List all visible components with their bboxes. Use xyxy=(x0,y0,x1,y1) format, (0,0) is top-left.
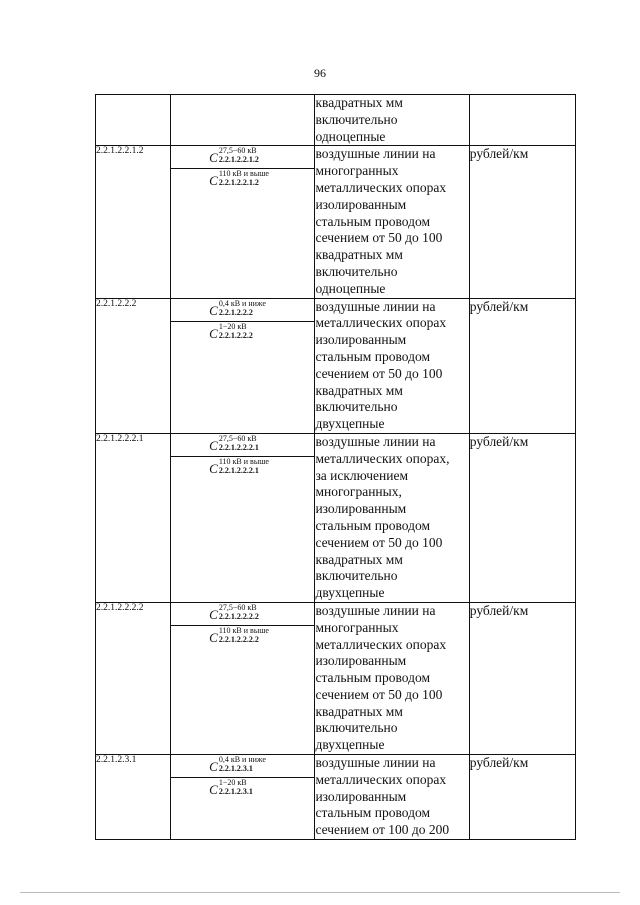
symbol-superscript: 0,4 кВ и ниже xyxy=(218,298,266,308)
symbol-superscript: 27,5−60 кВ xyxy=(218,602,257,612)
symbol-subscript: 2.2.1.2.2.2.1 xyxy=(218,465,259,475)
page-bottom-edge xyxy=(20,892,620,893)
unit-label: рублей/км xyxy=(469,298,575,433)
unit-label: рублей/км xyxy=(469,755,575,840)
line-description: воздушные линии на металлических опорах, за исключением многогранных, изолированным стальным проводом сечением от 50 до 100 квадратных мм включительно двухцепные xyxy=(315,433,469,602)
rate-symbol: C 110 кВ и выше 2.2.1.2.2.1.2 xyxy=(171,168,314,191)
rate-symbol: C 0,4 кВ и ниже 2.2.1.2.2.2 xyxy=(209,298,266,318)
symbol-subscript: 2.2.1.2.2.2 xyxy=(218,330,253,340)
symbol-superscript: 0,4 кВ и ниже xyxy=(218,755,266,765)
symbol-cell xyxy=(171,755,315,840)
symbol-subscript: 2.2.1.2.3.1 xyxy=(218,764,253,774)
line-description: воздушные линии на металлических опорах изолированным стальным проводом сечением от 100 до 200 xyxy=(315,755,469,840)
symbol-superscript: 1−20 кВ xyxy=(218,321,247,331)
table-row xyxy=(96,433,576,602)
tariff-table xyxy=(95,94,576,840)
symbol-superscript: 27,5−60 кВ xyxy=(218,433,257,443)
rate-symbol: C 110 кВ и выше 2.2.1.2.2.2.2 xyxy=(171,625,314,648)
symbol-superscript: 110 кВ и выше xyxy=(218,456,269,466)
symbol-cell xyxy=(171,146,315,298)
symbol-cell xyxy=(171,95,315,146)
line-description: воздушные линии на многогранных металлических опорах изолированным стальным проводом сечением от 50 до 100 квадратных мм включительно одноцепные xyxy=(315,146,469,298)
symbol-cell xyxy=(171,433,315,602)
symbol-superscript: 27,5−60 кВ xyxy=(218,146,257,156)
symbol-subscript: 2.2.1.2.2.1.2 xyxy=(218,178,259,188)
symbol-subscript: 2.2.1.2.2.2.2 xyxy=(218,634,259,644)
table-row xyxy=(96,755,576,840)
line-description: квадратных мм включительно одноцепные xyxy=(315,95,469,146)
rate-symbol: C 27,5−60 кВ 2.2.1.2.2.2.1 xyxy=(209,433,259,453)
unit-label: рублей/км xyxy=(469,146,575,298)
table-row xyxy=(96,602,576,754)
symbol-cell xyxy=(171,602,315,754)
symbol-subscript: 2.2.1.2.2.2.2 xyxy=(218,611,259,621)
table-row xyxy=(96,95,576,146)
item-code xyxy=(96,95,171,146)
table-row xyxy=(96,146,576,298)
rate-symbol: C 110 кВ и выше 2.2.1.2.2.2.1 xyxy=(171,456,314,479)
symbol-superscript: 110 кВ и выше xyxy=(218,169,269,179)
rate-symbol: C 27,5−60 кВ 2.2.1.2.2.1.2 xyxy=(209,146,259,166)
unit-label: рублей/км xyxy=(469,602,575,754)
item-code: 2.2.1.2.2.1.2 xyxy=(96,146,171,298)
symbol-subscript: 2.2.1.2.2.2.1 xyxy=(218,442,259,452)
rate-symbol: C 27,5−60 кВ 2.2.1.2.2.2.2 xyxy=(209,602,259,622)
item-code: 2.2.1.2.2.2 xyxy=(96,298,171,433)
unit-label: рублей/км xyxy=(469,433,575,602)
symbol-superscript: 1−20 кВ xyxy=(218,778,247,788)
table-row xyxy=(96,298,576,433)
symbol-subscript: 2.2.1.2.3.1 xyxy=(218,787,253,797)
rate-symbol: C 1−20 кВ 2.2.1.2.2.2 xyxy=(171,321,314,344)
rate-symbol: C 1−20 кВ 2.2.1.2.3.1 xyxy=(171,777,314,800)
line-description: воздушные линии на многогранных металлических опорах изолированным стальным проводом сечением от 50 до 100 квадратных мм включительно двухцепные xyxy=(315,602,469,754)
line-description: воздушные линии на металлических опорах изолированным стальным проводом сечением от 50 до 100 квадратных мм включительно двухцепные xyxy=(315,298,469,433)
symbol-cell xyxy=(171,298,315,433)
item-code: 2.2.1.2.2.2.1 xyxy=(96,433,171,602)
symbol-subscript: 2.2.1.2.2.2 xyxy=(218,307,253,317)
symbol-superscript: 110 кВ и выше xyxy=(218,625,269,635)
symbol-subscript: 2.2.1.2.2.1.2 xyxy=(218,155,259,165)
item-code: 2.2.1.2.3.1 xyxy=(96,755,171,840)
item-code: 2.2.1.2.2.2.2 xyxy=(96,602,171,754)
page-number: 96 xyxy=(314,66,326,80)
rate-symbol: C 0,4 кВ и ниже 2.2.1.2.3.1 xyxy=(209,755,266,775)
unit-label xyxy=(469,95,575,146)
